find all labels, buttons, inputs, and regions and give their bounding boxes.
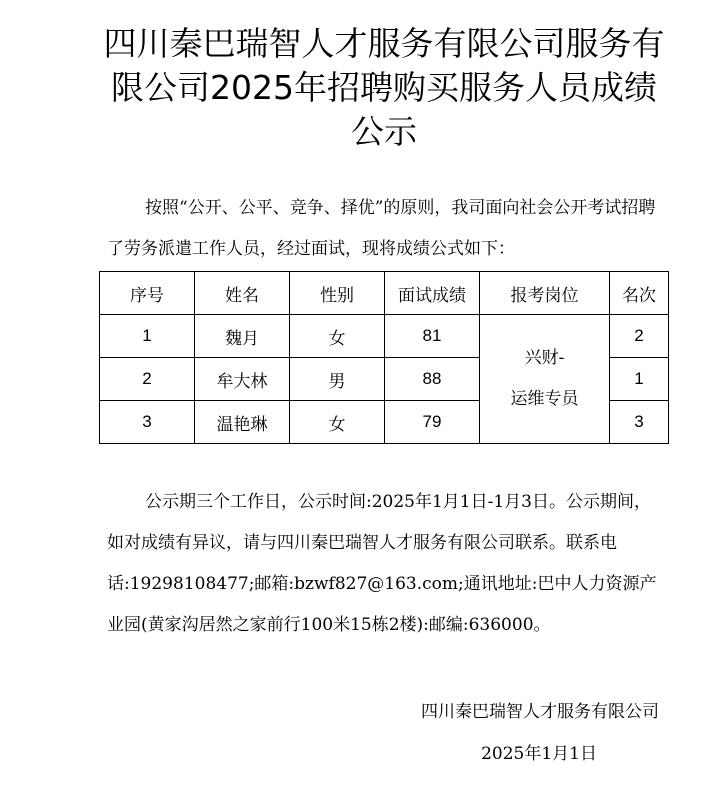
cell-rank: 3 — [610, 401, 669, 444]
signature-company: 四川秦巴瑞智人才服务有限公司 — [421, 702, 659, 722]
cell-gender: 女 — [290, 315, 385, 358]
cell-name: 温艳琳 — [195, 401, 290, 444]
cell-score: 79 — [385, 401, 480, 444]
intro-text: 按照“公开、公平、竞争、择优”的原则，我司面向社会公开考试招聘了劳务派遣工作人员，经过面试，现将成绩公式如下： — [107, 198, 656, 259]
cell-no: 2 — [100, 358, 195, 401]
page-title: 四川秦巴瑞智人才服务有限公司服务有限公司2025年招聘购买服务人员成绩公示 — [103, 24, 665, 151]
intro-paragraph — [107, 188, 663, 270]
cell-no: 3 — [100, 401, 195, 444]
signature-date: 2025年1月1日 — [481, 744, 597, 764]
table-row — [100, 315, 669, 358]
header-gender: 性别 — [290, 272, 385, 315]
cell-no: 1 — [100, 315, 195, 358]
post-line-2: 运维专员 — [510, 389, 579, 409]
cell-gender: 女 — [290, 401, 385, 444]
results-table — [99, 271, 669, 444]
cell-name: 牟大林 — [195, 358, 290, 401]
cell-gender: 男 — [290, 358, 385, 401]
cell-name: 魏月 — [195, 315, 290, 358]
post-line-1: 兴财- — [524, 348, 565, 368]
cell-score: 88 — [385, 358, 480, 401]
header-no: 序号 — [100, 272, 195, 315]
header-score: 面试成绩 — [385, 272, 480, 315]
header-rank: 名次 — [610, 272, 669, 315]
cell-rank: 1 — [610, 358, 669, 401]
cell-post — [480, 315, 610, 444]
cell-score: 81 — [385, 315, 480, 358]
table-header-row — [100, 272, 669, 315]
notice-text: 公示期三个工作日，公示时间:2025年1月1日-1月3日。公示期间，如对成绩有异议，请与四川秦巴瑞智人才服务有限公司联系。联系电话:19298108477;邮箱:bzwf827@163.com;通讯地址:巴中人力资源产业园(黄家沟居然之家前行100米15栋2楼):邮编:636000。 — [107, 492, 657, 635]
header-name: 姓名 — [195, 272, 290, 315]
cell-rank: 2 — [610, 315, 669, 358]
header-post: 报考岗位 — [480, 272, 610, 315]
notice-paragraph — [107, 482, 663, 646]
